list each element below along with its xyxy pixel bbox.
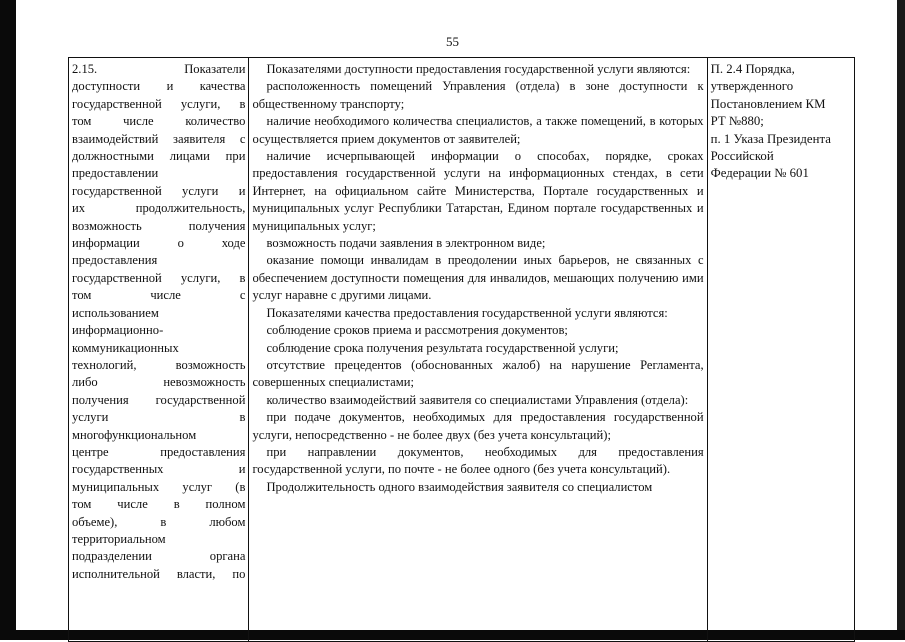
- requirement-name-line: информационно-: [72, 323, 164, 338]
- requirement-name-first-line: Показатели: [184, 62, 246, 76]
- requirement-name-line: подразделении органа: [72, 549, 246, 564]
- legal-basis-line: п. 1 Указа Президента: [710, 131, 831, 146]
- legal-basis-line: РТ №880;: [710, 114, 764, 129]
- requirement-name-line: использованием: [72, 305, 159, 320]
- content-paragraph: Показателями качества предоставления государственной услуги являются:: [266, 305, 668, 320]
- content-paragraph: Показателями доступности предоставления государственной услуги являются:: [266, 62, 691, 76]
- legal-basis-line: Федерации № 601: [710, 166, 809, 181]
- content-paragraph: отсутствие прецедентов (обоснованных жалоб) на нарушение Регламента, совершенных специалистами;: [252, 357, 704, 390]
- requirement-name-line: том числе в полном: [72, 497, 246, 512]
- scan-edge-left: [0, 0, 16, 640]
- requirement-name-line: доступности и качества: [72, 79, 246, 94]
- content-paragraph: соблюдение сроков приема и рассмотрения документов;: [266, 323, 568, 338]
- legal-basis-line: Российской: [710, 149, 774, 164]
- content-paragraph: оказание помощи инвалидам в преодолении иных барьеров, не связанных с обеспечением доступности помещения для инвалидов, мешающих получению ими услуг наравне с другими лицами.: [252, 253, 704, 303]
- requirement-name-line: предоставления: [72, 253, 158, 268]
- requirement-name-line: коммуникационных: [72, 340, 179, 355]
- legal-basis-line: Постановлением КМ: [710, 96, 826, 111]
- requirement-content-cell: [249, 58, 707, 642]
- regulation-table: [68, 57, 855, 642]
- requirement-name-line: [72, 61, 245, 78]
- legal-basis-line: утвержденного: [710, 79, 794, 94]
- requirement-name-line: муниципальных услуг (в: [72, 479, 246, 494]
- requirement-name-line: том числе с: [72, 288, 246, 303]
- requirement-name-line: том числе количество: [72, 114, 246, 129]
- requirement-content: [252, 61, 703, 496]
- content-paragraph: Продолжительность одного взаимодействия заявителя со специалистом: [266, 479, 653, 494]
- section-number: 2.15.: [72, 62, 98, 76]
- content-paragraph: расположенность помещений Управления (отдела) в зоне доступности к общественному транспорту;: [252, 79, 704, 111]
- requirement-name-line: либо невозможность: [72, 375, 246, 390]
- content-paragraph: при подаче документов, необходимых для предоставления государственной услуги, непосредственно - не более двух (без учета консультаций);: [252, 410, 704, 442]
- content-paragraph: соблюдение срока получения результата государственной услуги;: [266, 340, 619, 355]
- requirement-name-line: возможность получения: [72, 218, 246, 233]
- scan-edge-right: [897, 0, 905, 640]
- requirement-name-line: государственной услуги, в: [72, 270, 246, 285]
- legal-basis: [711, 61, 851, 183]
- requirement-name-line: технологий, возможность: [72, 357, 246, 372]
- requirement-name-line: государственных и: [72, 462, 246, 477]
- content-paragraph: наличие исчерпывающей информации о способах, порядке, сроках предоставления государственной услуги на информационных стендах, в сети Интернет, на официальном сайте Министерства, Портале государственных и муниципальных услуг Республики Татарстан, Едином портале государственных и муниципальных услуг;: [252, 149, 704, 233]
- requirement-name-line: их продолжительность,: [72, 201, 246, 216]
- requirement-name-line: получения государственной: [72, 392, 246, 407]
- requirement-name-line: объеме), в любом: [72, 514, 246, 529]
- requirement-name-line: исполнительной власти, по: [72, 566, 246, 581]
- legal-basis-cell: [707, 58, 854, 642]
- requirement-name-line: взаимодействий заявителя с: [72, 131, 246, 146]
- content-paragraph: количество взаимодействий заявителя со специалистами Управления (отдела):: [266, 392, 689, 407]
- requirement-name-line: предоставлении: [72, 166, 159, 181]
- requirement-name-line: территориальном: [72, 531, 166, 546]
- legal-basis-line: П. 2.4 Порядка,: [710, 62, 795, 76]
- requirement-name-line: центре предоставления: [72, 444, 246, 459]
- requirement-name-line: многофункциональном: [72, 427, 197, 442]
- requirement-name: [72, 61, 245, 583]
- requirement-name-cell: [69, 58, 249, 642]
- page-number: 55: [446, 34, 459, 49]
- content-paragraph: наличие необходимого количества специалистов, а также помещений, в которых осуществляется прием документов от заявителей;: [252, 114, 704, 146]
- requirement-name-line: услуги в: [72, 410, 246, 425]
- requirement-name-line: государственной услуги и: [72, 183, 246, 198]
- content-paragraph: при направлении документов, необходимых для предоставления государственной услуги, по почте - не более одного (без учета консультаций).: [252, 444, 704, 477]
- requirement-name-line: информации о ходе: [72, 236, 246, 251]
- requirement-name-line: государственной услуги, в: [72, 96, 246, 111]
- requirement-name-line: должностными лицами при: [72, 149, 246, 164]
- table-row: [69, 58, 855, 642]
- content-paragraph: возможность подачи заявления в электронном виде;: [266, 236, 546, 251]
